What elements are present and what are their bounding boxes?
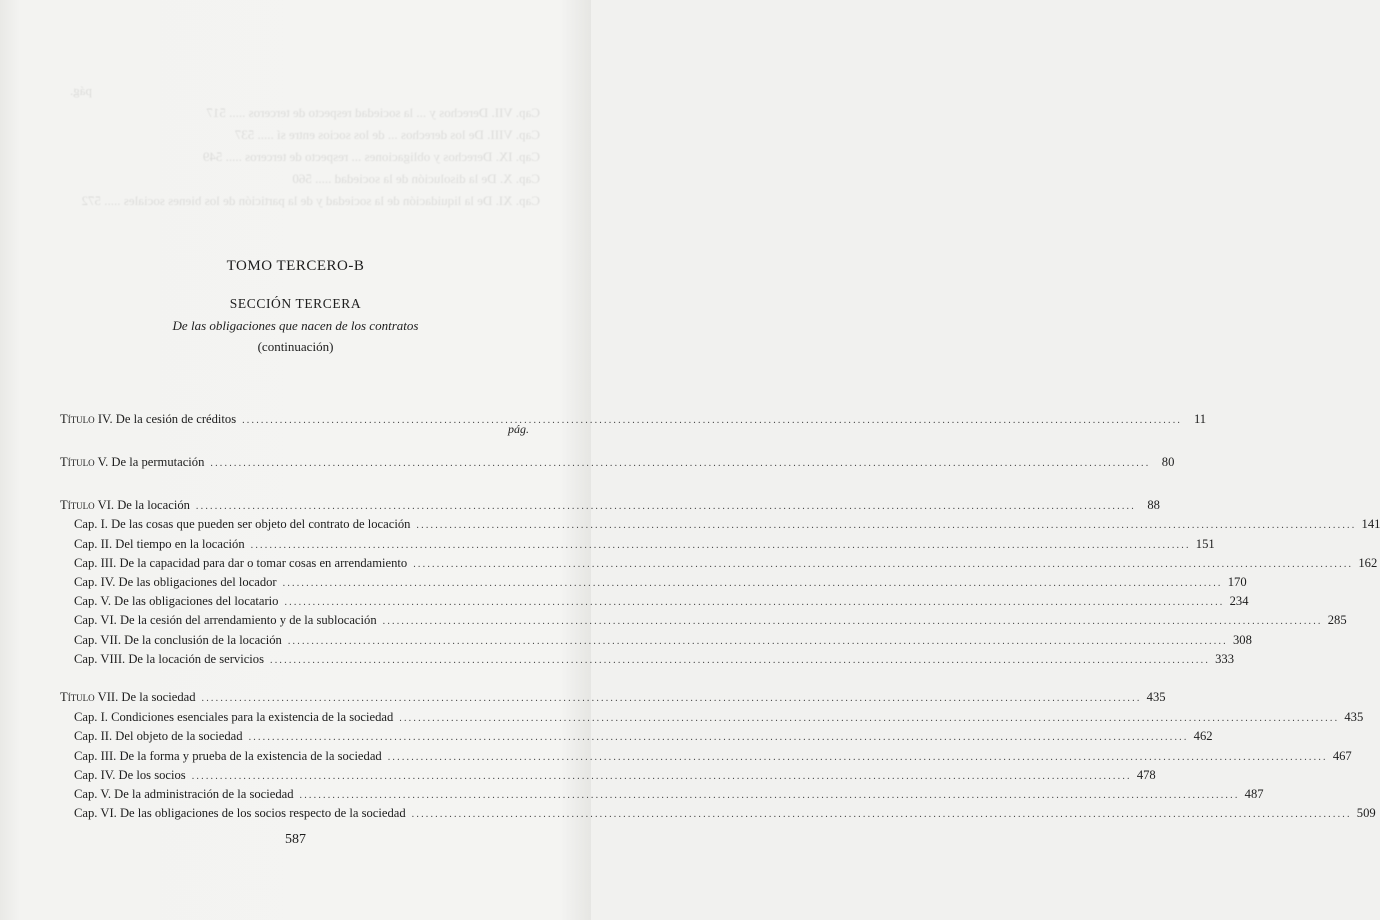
toc-page-number: 162 (1358, 556, 1378, 570)
section-title: SECCIÓN TERCERA (229, 296, 362, 311)
toc-entry-text: Cap. I. De las cosas que pueden ser objeto del contrato de locación (74, 517, 411, 531)
toc-entry-label (60, 690, 196, 705)
toc-entry-label (74, 710, 393, 725)
dot-leader: ........................................................................................................................................................................................................ (248, 732, 1189, 743)
page-column-label: pág. (508, 422, 529, 436)
toc-page-number: 285 (1327, 613, 1347, 627)
toc-title-entry (60, 690, 1166, 708)
toc-entry-text: Cap. III. De la capacidad para dar o tomar cosas en arrendamiento (74, 556, 408, 570)
toc-entry-label (60, 412, 236, 427)
toc-title-prefix: Título (60, 455, 95, 469)
toc-page-number: 467 (1332, 749, 1352, 763)
bleed-line: Cap. IX. Derechos y obligaciones ... respecto de terceros ..... 549 (202, 149, 540, 164)
dot-leader: ........................................................................................................................................................................................................ (287, 636, 1228, 647)
toc-page-number: 88 (1147, 498, 1160, 512)
bleed-line: Cap. VII. Derechos y ... la sociedad respecto de terceros ..... 517 (206, 105, 540, 120)
bleed-line: Cap. X. De la disolución de la sociedad ..... 560 (292, 171, 540, 186)
dot-leader: ........................................................................................................................................................................................................ (382, 616, 1323, 627)
toc-chapter-entry (74, 749, 1352, 767)
toc-chapter-entry (74, 806, 1376, 824)
toc-entry-text: Cap. VI. De las obligaciones de los socios respecto de la sociedad (74, 806, 406, 820)
toc-entry-label (74, 633, 282, 648)
toc-page-number: 333 (1215, 652, 1235, 666)
toc-entry-label (74, 787, 294, 802)
toc-chapter-entry (74, 613, 1347, 631)
toc-entry-label (74, 594, 278, 609)
toc-entry-label (74, 768, 186, 783)
toc-page-number: 11 (1193, 412, 1207, 426)
dot-leader: ........................................................................................................................................................................................................ (413, 559, 1354, 570)
toc-entry-text: Cap. VI. De la cesión del arrendamiento y de la sublocación (74, 613, 377, 627)
toc-title-entry (60, 455, 1175, 473)
toc-page-number: 170 (1227, 575, 1247, 589)
toc-entry-text: Cap. II. Del tiempo en la locación (74, 537, 245, 551)
bleed-line: Cap. VIII. De los derechos ... de los socios entre sí ..... 537 (234, 127, 540, 142)
toc-page-number: 509 (1356, 806, 1376, 820)
toc-title-entry (60, 412, 1207, 430)
toc-entry-label (74, 749, 382, 764)
toc-entry-text: VI. De la locación (94, 498, 190, 512)
toc-page-number: 151 (1195, 537, 1215, 551)
dot-leader: ........................................................................................................................................................................................................ (270, 655, 1211, 666)
toc-chapter-entry (74, 594, 1249, 612)
toc-chapter-entry (74, 787, 1264, 805)
bleed-through-text (70, 80, 540, 250)
toc-entry-label (74, 556, 407, 571)
bleed-line: Cap. XI. De la liquidación de la sociedad y de la partición de los bienes sociales ..... 572 (81, 193, 540, 208)
toc-entry-label (74, 806, 406, 821)
toc-chapter-entry (74, 556, 1378, 574)
toc-page-number: 308 (1232, 633, 1252, 647)
toc-entry-label (74, 537, 245, 552)
toc-chapter-entry (74, 517, 1380, 535)
toc-entry-text: Cap. V. De las obligaciones del locatario (74, 594, 279, 608)
dot-leader: ........................................................................................................................................................................................................ (250, 540, 1191, 551)
toc-entry-text: Cap. II. Del objeto de la sociedad (74, 729, 243, 743)
page-number: 587 (285, 832, 306, 847)
dot-leader: ........................................................................................................................................................................................................ (282, 578, 1223, 589)
toc-page-number: 435 (1344, 710, 1364, 724)
toc-entry-text: Cap. I. Condiciones esenciales para la existencia de la sociedad (74, 710, 394, 724)
toc-chapter-entry (74, 710, 1364, 728)
dot-leader: ........................................................................................................................................................................................................ (242, 415, 1183, 426)
toc-entry-text: Cap. III. De la forma y prueba de la existencia de la sociedad (74, 749, 382, 763)
toc-chapter-entry (74, 633, 1252, 651)
toc-entry-text: Cap. IV. De las obligaciones del locador (74, 575, 277, 589)
toc-page-number: 478 (1136, 768, 1156, 782)
toc-entry-text: Cap. IV. De los socios (74, 768, 186, 782)
toc-entry-label (74, 613, 377, 628)
toc-title-prefix: Título (60, 412, 95, 426)
toc-entry-text: Cap. VII. De la conclusión de la locación (74, 633, 282, 647)
toc-entry-label (60, 455, 204, 470)
dot-leader: ........................................................................................................................................................................................................ (411, 809, 1352, 820)
dot-leader: ........................................................................................................................................................................................................ (210, 458, 1151, 469)
toc-title-prefix: Título (60, 498, 95, 512)
toc-entry-text: IV. De la cesión de créditos (94, 412, 237, 426)
toc-entry-label (74, 729, 243, 744)
toc-chapter-entry (74, 768, 1156, 786)
toc-chapter-entry (74, 537, 1215, 555)
dot-leader: ........................................................................................................................................................................................................ (399, 713, 1340, 724)
toc-page-number: 487 (1244, 787, 1264, 801)
toc-title-prefix: Título (60, 690, 95, 704)
toc-entry-text: Cap. V. De la administración de la sociedad (74, 787, 294, 801)
toc-chapter-entry (74, 575, 1247, 593)
section-subtitle: De las obligaciones que nacen de los contratos (172, 318, 419, 333)
toc-chapter-entry (74, 652, 1235, 670)
dot-leader: ........................................................................................................................................................................................................ (284, 597, 1225, 608)
dot-leader: ........................................................................................................................................................................................................ (191, 771, 1132, 782)
toc-entry-label (74, 652, 264, 667)
toc-entry-text: VII. De la sociedad (94, 690, 196, 704)
bleed-line: pág. (70, 83, 93, 98)
toc-entry-label (60, 498, 190, 513)
dot-leader: ........................................................................................................................................................................................................ (416, 520, 1357, 531)
toc-title-entry (60, 498, 1160, 516)
dot-leader: ........................................................................................................................................................................................................ (201, 693, 1142, 704)
toc-page-number: 462 (1193, 729, 1213, 743)
toc-entry-label (74, 575, 277, 590)
toc-page-number: 80 (1161, 455, 1175, 469)
toc-entry-text: V. De la permutación (94, 455, 205, 469)
toc-page-number: 234 (1229, 594, 1249, 608)
volume-title: TOMO TERCERO-B (226, 258, 365, 274)
toc-chapter-entry (74, 729, 1213, 747)
toc-entry-text: Cap. VIII. De la locación de servicios (74, 652, 265, 666)
dot-leader: ........................................................................................................................................................................................................ (299, 790, 1240, 801)
dot-leader: ........................................................................................................................................................................................................ (195, 501, 1136, 512)
toc-entry-label (74, 517, 410, 532)
continuation-note: (continuación) (257, 339, 334, 354)
toc-page-number: 435 (1146, 690, 1166, 704)
dot-leader: ........................................................................................................................................................................................................ (387, 752, 1328, 763)
toc-page-number: 141 (1361, 517, 1380, 531)
